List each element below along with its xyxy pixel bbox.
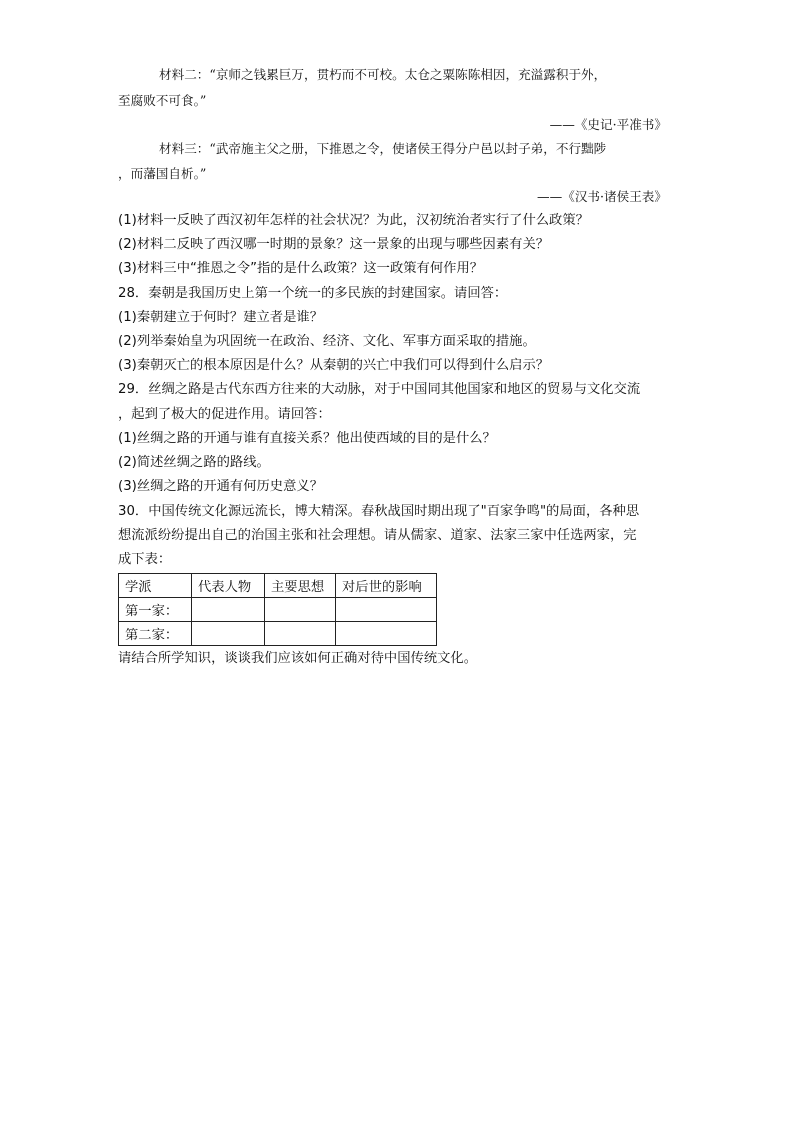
q30-stem-line3: 成下表： xyxy=(118,552,172,567)
q27-sub3: (3)材料三中“推恩之令”指的是什么政策？这一政策有何作用？ xyxy=(118,261,484,276)
q28-sub2: (2)列举秦始皇为巩固统一在政治、经济、文化、军事方面采取的措施。 xyxy=(118,334,536,349)
material3-source: ——《汉书·诸侯王表》 xyxy=(537,189,667,204)
q27-sub2: (2)材料二反映了西汉哪一时期的景象？这一景象的出现与哪些因素有关？ xyxy=(118,237,550,252)
q29-stem-line2: ，起到了极大的促进作用。请回答： xyxy=(118,407,331,422)
answer-cell[interactable] xyxy=(192,622,265,646)
material3-line1: 材料三：“武帝施主父之册，下推恩之令，使诸侯王得分户邑以封子弟，不行黜陟 xyxy=(159,141,607,156)
q30-stem-line2: 想流派纷纷提出自己的治国主张和社会理想。请从儒家、道家、法家三家中任选两家，完 xyxy=(118,528,637,543)
table-header-cell: 对后世的影响 xyxy=(336,574,437,598)
q28-stem: 28．秦朝是我国历史上第一个统一的多民族的封建国家。请回答： xyxy=(118,286,508,301)
q29-sub1: (1)丝绸之路的开通与谁有直接关系？他出使西域的目的是什么？ xyxy=(118,431,496,446)
answer-cell[interactable] xyxy=(265,622,336,646)
material2-line1: 材料二：“京师之钱累巨万，贯朽而不可校。太仓之粟陈陈相因，充溢露积于外， xyxy=(159,67,607,82)
answer-cell[interactable] xyxy=(265,598,336,622)
q29-stem-line1: 29．丝绸之路是古代东西方往来的大动脉，对于中国同其他国家和地区的贸易与文化交流 xyxy=(118,382,641,397)
table-header-row xyxy=(119,574,437,598)
table-row-label: 第二家： xyxy=(119,622,192,646)
school-of-thought-table xyxy=(118,573,437,646)
table-header-cell: 学派 xyxy=(119,574,192,598)
q27-sub1: (1)材料一反映了西汉初年怎样的社会状况？为此，汉初统治者实行了什么政策？ xyxy=(118,213,589,228)
q30-stem-line1: 30．中国传统文化源远流长，博大精深。春秋战国时期出现了"百家争鸣"的局面，各种思 xyxy=(118,504,640,519)
answer-cell[interactable] xyxy=(192,598,265,622)
table-row-label: 第一家： xyxy=(119,598,192,622)
material2-source: ——《史记·平准书》 xyxy=(549,117,667,132)
material3-line2: ，而藩国自析。” xyxy=(118,166,207,181)
q29-sub3: (3)丝绸之路的开通有何历史意义？ xyxy=(118,479,323,494)
q28-sub1: (1)秦朝建立于何时？建立者是谁？ xyxy=(118,310,323,325)
q28-sub3: (3)秦朝灭亡的根本原因是什么？从秦朝的兴亡中我们可以得到什么启示？ xyxy=(118,358,550,373)
table-row xyxy=(119,598,437,622)
answer-cell[interactable] xyxy=(336,598,437,622)
answer-cell[interactable] xyxy=(336,622,437,646)
q30-closing: 请结合所学知识，谈谈我们应该如何正确对待中国传统文化。 xyxy=(118,651,478,666)
table-row xyxy=(119,622,437,646)
table-header-cell: 主要思想 xyxy=(265,574,336,598)
material2-line2: 至腐败不可食。” xyxy=(118,93,207,108)
table-header-cell: 代表人物 xyxy=(192,574,265,598)
q29-sub2: (2)简述丝绸之路的路线。 xyxy=(118,455,270,470)
